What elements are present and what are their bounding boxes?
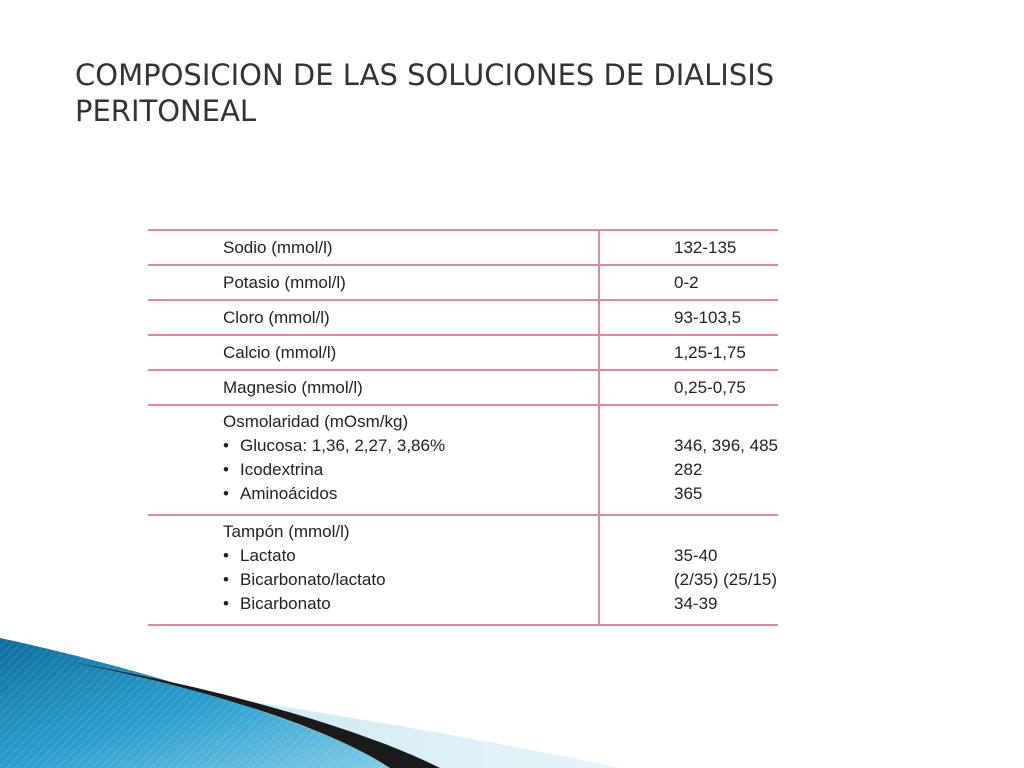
row-value: 1,25-1,75: [599, 335, 778, 370]
bullet-item-value: 282: [674, 460, 703, 479]
composition-table: [148, 229, 778, 626]
bullet-item-label: • Glucosa: 1,36, 2,27, 3,86%: [223, 434, 598, 458]
bullet-item-value: (2/35) (25/15): [674, 570, 777, 589]
table-row-tampon: [148, 515, 778, 625]
bullet-item-label: • Aminoácidos: [223, 482, 598, 506]
bullet-item-label: • Icodextrina: [223, 458, 598, 482]
row-label: Magnesio (mmol/l): [148, 370, 599, 405]
row-value: 0,25-0,75: [599, 370, 778, 405]
decorative-wave: [0, 638, 1024, 768]
tampon-label-cell: [148, 515, 599, 625]
bullet-item-label: • Bicarbonato: [223, 592, 598, 616]
row-value: 93-103,5: [599, 300, 778, 335]
tampon-heading: Tampón (mmol/l): [223, 522, 350, 541]
table-row-osmolaridad: [148, 405, 778, 515]
table-row: [148, 230, 778, 265]
row-value: 132-135: [599, 230, 778, 265]
bullet-item-value: 365: [674, 484, 703, 503]
table-row: [148, 265, 778, 300]
bullet-item-label: • Lactato: [223, 544, 598, 568]
wave-blue-band-texture: [0, 638, 400, 768]
row-label: Cloro (mmol/l): [148, 300, 599, 335]
osmolaridad-heading: Osmolaridad (mOsm/kg): [223, 412, 409, 431]
bullet-item-value: 346, 396, 485: [674, 436, 778, 455]
bullet-item-value: 34-39: [674, 594, 718, 613]
spacer: [674, 410, 778, 434]
osmolaridad-label-cell: [148, 405, 599, 515]
spacer: [674, 520, 778, 544]
bullet-item-value: 35-40: [674, 546, 718, 565]
table-row: [148, 300, 778, 335]
tampon-value-cell: [599, 515, 778, 625]
bullet-item-label: • Bicarbonato/lactato: [223, 568, 598, 592]
table-row: [148, 335, 778, 370]
table-row: [148, 370, 778, 405]
row-label: Potasio (mmol/l): [148, 265, 599, 300]
row-value: 0-2: [599, 265, 778, 300]
row-label: Sodio (mmol/l): [148, 230, 599, 265]
slide-title: COMPOSICION DE LAS SOLUCIONES DE DIALISIS PERITONEAL: [75, 58, 775, 128]
osmolaridad-value-cell: [599, 405, 778, 515]
row-label: Calcio (mmol/l): [148, 335, 599, 370]
